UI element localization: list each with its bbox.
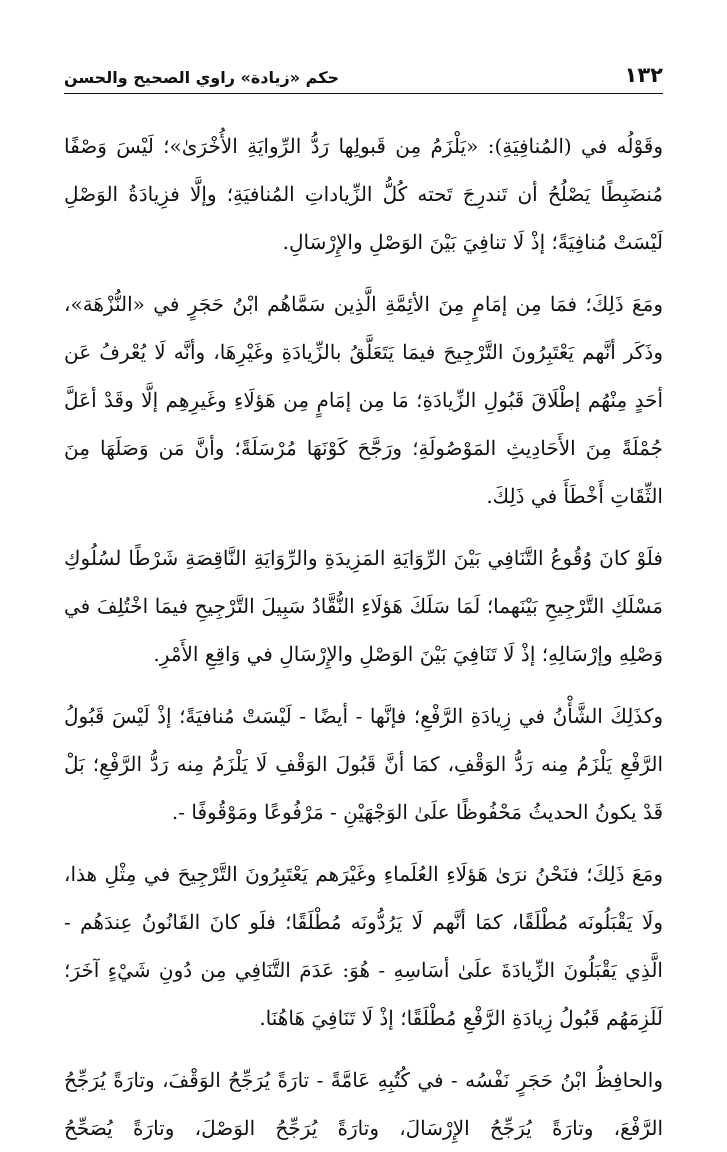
paragraph-4: وكذَلِكَ الشَّأْنُ في زِيادَةِ الرَّفْعِ؛ فإنَّها - أيضًا - لَيْسَتْ مُنافيَةً؛ إذْ لَيْسَ قَبُولُ الرَّفْعِ يَلْزَمُ مِنه رَدُّ الوَقْفِ، كمَا أنَّ قَبُولَ الوَقْفِ لَا يَلْزَمُ مِنه رَدُّ الرَّفْعِ؛ بَلْ قَدْ يكونُ الحديثُ مَحْفُوظًا علَىٰ الوَجْهَيْنِ - مَرْفُوعًا ومَوْقُوفًا -.: [64, 704, 663, 824]
running-header: [64, 56, 663, 94]
body-text: [64, 122, 663, 1152]
running-title: حكم «زيادة» راوي الصحيح والحسن: [64, 68, 340, 87]
paragraph-5: ومَعَ ذَلِكَ؛ فنَحْنُ نرَىٰ هَؤلَاءِ العُلَماءِ وغَيْرَهم يَعْتَبِرُونَ التَّرْجِيحَ في مِثْلِ هذا، ولَا يَقْبَلُونَه مُطْلَقًا، كمَا أنَّهم لَا يَرُدُّونَه مُطْلَقًا؛ فلَو كانَ القَانُونُ عِندَهُم - الَّذِي يَقْبَلُونَ الزِّيادَةَ علَىٰ أسَاسِهِ - هُوَ: عَدَمَ التَّنَافِي مِن دُونِ شَيْءٍ آخَرَ؛ لَلَزِمَهُم قَبُولُ زِيادَةِ الرَّفْعِ مُطْلَقًا؛ إذْ لَا تَنَافِيَ هَاهُنَا.: [64, 862, 663, 1030]
paragraph-6: والحافِظُ ابْنُ حَجَرٍ نَفْسُه - في كُتُبِهِ عَامَّةً - تارَةً يُرَجِّحُ الوَقْفَ، وتارَةً يُرَجِّحُ الرَّفْعَ، وتارَةً يُرَجِّحُ الإِرْسَالَ، وتارَةً يُرَجِّحُ الوَصْلَ، وتارَةً يُصَحِّحُ: [64, 1068, 663, 1140]
paragraph-3: فلَوْ كانَ وُقُوعُ التَّنَافِي بَيْنَ الرِّوَايَةِ المَزِيدَةِ والرِّوَايَةِ النَّاقِصَةِ شَرْطًا لسُلُوكِ مَسْلَكِ التَّرْجِيحِ بَيْنَهما؛ لَمَا سَلَكَ هَؤلَاءِ النُّقَّادُ سَبِيلَ التَّرْجِيحِ فيمَا اخْتُلِفَ في وَصْلِهِ وإرْسَالِهِ؛ إذْ لَا تَنَافِيَ بَيْنَ الوَصْلِ والإِرْسَالِ في وَاقِعِ الأَمْرِ.: [64, 546, 663, 666]
paragraph-2: ومَعَ ذَلِكَ؛ فمَا مِن إمَامٍ مِنَ الأئِمَّةِ الَّذِين سَمَّاهُم ابْنُ حَجَرٍ في «النُّزْهَة»، وذَكَر أنَّهم يَعْتَبِرُونَ التَّرْجِيحَ فيمَا يَتَعَلَّقُ بالزِّيادَةِ وغَيْرِهَا، وأنَّه لَا يُعْرفُ عَن أحَدٍ مِنْهُم إطْلَاقَ قَبُولِ الزِّيادَةِ؛ مَا مِن إمَامٍ مِن هَؤلَاءِ وغَيرِهِم إلَّا وقَدْ أعَلَّ جُمْلَةً مِنَ الأَحَادِيثِ المَوْصُولَةِ؛ ورَجَّحَ كَوْنَهَا مُرْسَلَةً؛ وأنَّ مَن وَصَلَهَا مِنَ الثِّقَاتِ أَخْطَأَ في ذَلِكَ.: [64, 292, 663, 508]
page-number: ١٣٢: [624, 63, 663, 87]
paragraph-1: وقَوْلُه في (المُنافِيَةِ): «يَلْزَمُ مِن قَبولِها رَدُّ الرِّوايَةِ الأُخْرَىٰ»؛ لَيْسَ وَصْفًا مُنضَبِطًا يَصْلُحُ أن تَندرِجَ تَحته كُلُّ الزِّياداتِ المُنافيَةِ؛ وإلَّا فزِيادَةُ الوَصْلِ لَيْسَتْ مُنافِيَةً؛ إذْ لَا تنافِيَ بَيْنَ الوَصْلِ والإِرْسَالِ.: [64, 134, 663, 254]
